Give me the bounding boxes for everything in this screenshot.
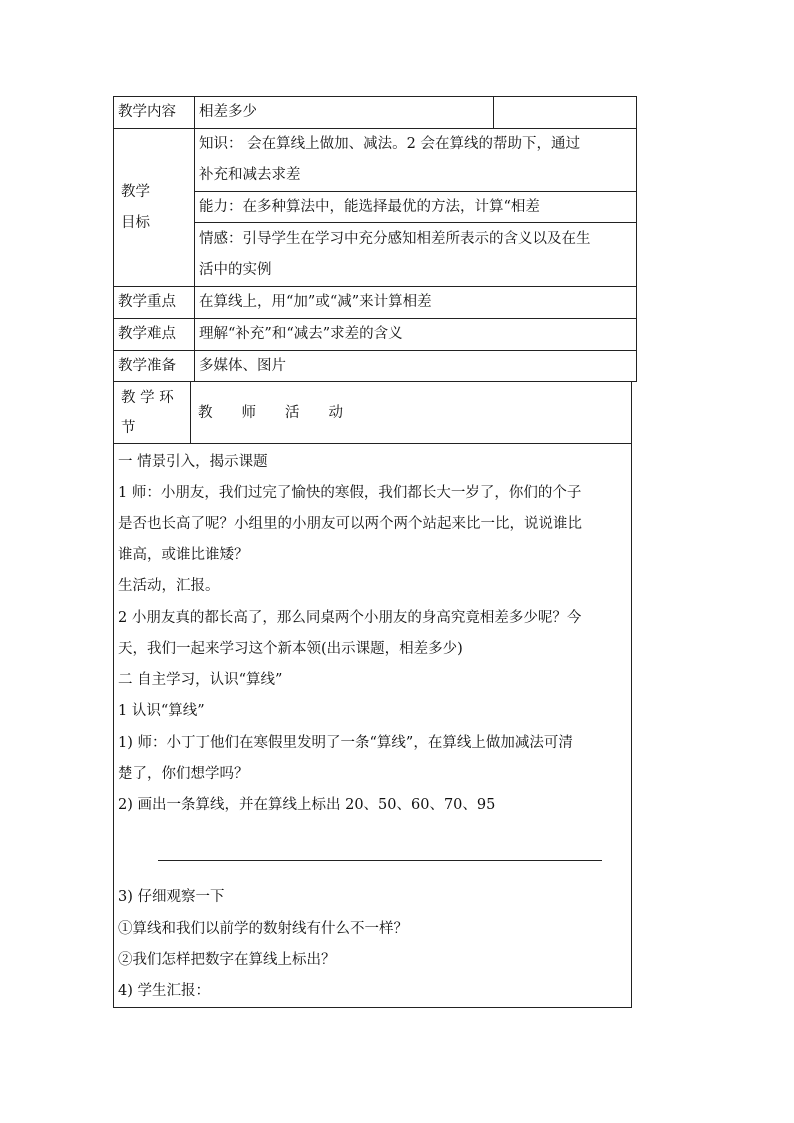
activity-line: 是否也长高了呢？小组里的小朋友可以两个两个站起来比一比，说说谁比 bbox=[118, 516, 582, 532]
objectives-label-line1: 教学 bbox=[121, 184, 150, 200]
table1-label-divider bbox=[194, 96, 195, 382]
table1-left-border bbox=[113, 96, 114, 382]
row-divider-4 bbox=[113, 350, 637, 351]
table2-right-border bbox=[631, 381, 632, 1008]
step-label-line1: 教 学 环 bbox=[121, 390, 174, 406]
step-label-line2: 节 bbox=[121, 420, 136, 436]
objective-ability: 能力：在多种算法中，能选择最优的方法，计算“相差 bbox=[199, 199, 540, 215]
table2-bottom-border bbox=[113, 1007, 632, 1008]
objectives-label-line2: 目标 bbox=[121, 215, 150, 231]
content-value: 相差多少 bbox=[199, 104, 257, 120]
key-point-value: 在算线上，用“加”或“减”来计算相差 bbox=[199, 294, 432, 310]
activity-line: 1) 师：小丁丁他们在寒假里发明了一条“算线”，在算线上做加减法可清 bbox=[118, 735, 573, 751]
table1-top-border bbox=[113, 96, 637, 97]
table2-header-bottom bbox=[113, 443, 632, 444]
preparation-value: 多媒体、图片 bbox=[199, 358, 286, 374]
activity-line: 2 小朋友真的都长高了，那么同桌两个小朋友的身高究竟相差多少呢？今 bbox=[118, 610, 582, 626]
key-point-label: 教学重点 bbox=[118, 294, 176, 310]
activity-line: 谁高，或谁比谁矮？ bbox=[118, 547, 249, 563]
activity-line: 一 情景引入，揭示课题 bbox=[118, 454, 268, 470]
activity-line: 3) 仔细观察一下 bbox=[118, 889, 225, 905]
activity-line: 2) 画出一条算线，并在算线上标出 20、50、60、70、95 bbox=[118, 797, 496, 813]
activity-line: 生活动，汇报。 bbox=[118, 578, 220, 594]
number-line bbox=[158, 860, 602, 861]
teacher-activity-header: 教 师 活 动 bbox=[198, 405, 343, 421]
activity-line: 二 自主学习，认识“算线” bbox=[118, 672, 283, 688]
activity-line: 4) 学生汇报： bbox=[118, 983, 210, 999]
activity-line: 天，我们一起来学习这个新本领(出示课题，相差多少) bbox=[118, 641, 463, 657]
content-label: 教学内容 bbox=[118, 104, 176, 120]
table2-left-border bbox=[113, 381, 114, 1008]
objective-knowledge-line1: 知识： 会在算线上做加、减法。2 会在算线的帮助下，通过 bbox=[199, 136, 580, 152]
table1-extra-col-divider bbox=[493, 96, 494, 129]
table1-bottom-border bbox=[113, 381, 637, 382]
table2-header-divider bbox=[190, 381, 191, 444]
activity-line: 1 师：小朋友，我们过完了愉快的寒假，我们都长大一岁了，你们的个子 bbox=[118, 485, 582, 501]
objective-knowledge-line2: 补充和减去求差 bbox=[199, 167, 301, 183]
activity-line: 1 认识“算线” bbox=[118, 703, 205, 719]
objective-emotion-line2: 活中的实例 bbox=[199, 262, 272, 278]
preparation-label: 教学准备 bbox=[118, 358, 176, 374]
activity-line: ②我们怎样把数字在算线上标出？ bbox=[118, 952, 336, 968]
objective-emotion-line1: 情感：引导学生在学习中充分感知相差所表示的含义以及在生 bbox=[199, 231, 591, 247]
table1-right-border bbox=[636, 96, 637, 382]
difficulty-value: 理解“补充”和“减去”求差的含义 bbox=[199, 326, 403, 342]
difficulty-label: 教学难点 bbox=[118, 326, 176, 342]
activity-line: 楚了，你们想学吗？ bbox=[118, 766, 249, 782]
activity-line: ①算线和我们以前学的数射线有什么不一样？ bbox=[118, 921, 408, 937]
